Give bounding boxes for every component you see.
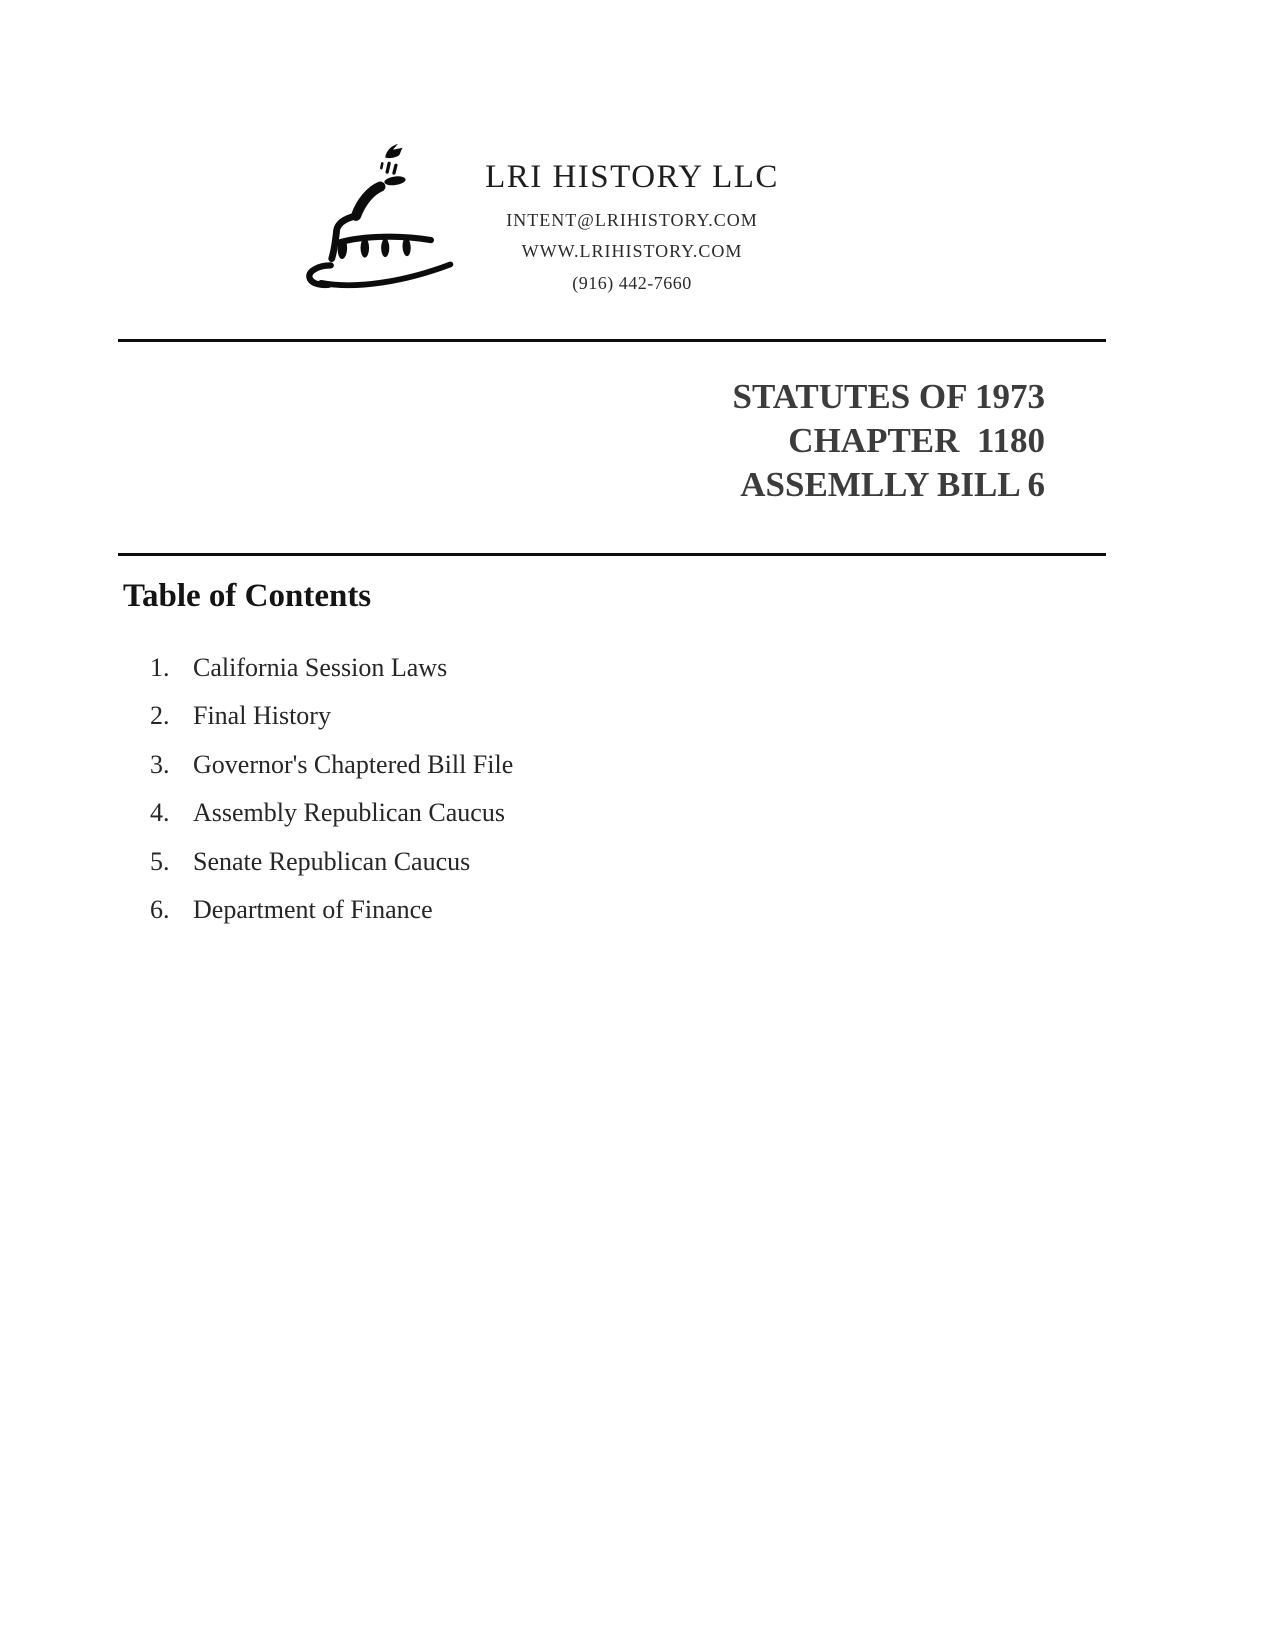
divider-top bbox=[118, 339, 1106, 342]
bill-line: ASSEMLLY BILL 6 bbox=[740, 465, 1045, 504]
toc-item-number: 3. bbox=[150, 749, 170, 779]
letterhead bbox=[332, 0, 932, 294]
statutes-line: STATUTES OF 1973 bbox=[732, 377, 1045, 416]
toc-item-number: 2. bbox=[150, 701, 170, 731]
toc-item bbox=[150, 846, 850, 894]
toc-item bbox=[150, 749, 850, 797]
company-phone: (916) 442-7660 bbox=[572, 273, 692, 293]
toc-item-number: 6. bbox=[150, 894, 170, 924]
toc-item bbox=[150, 797, 850, 845]
toc-item-label: Governor's Chaptered Bill File bbox=[193, 749, 514, 779]
toc-item-label: Final History bbox=[193, 701, 331, 731]
toc-item-number: 1. bbox=[150, 653, 170, 682]
toc-item-label: Assembly Republican Caucus bbox=[193, 798, 505, 828]
company-website: WWW.LRIHISTORY.COM bbox=[521, 241, 743, 261]
chapter-line: CHAPTER 1180 bbox=[788, 421, 1045, 460]
document-info bbox=[733, 375, 1045, 507]
toc-title: Table of Contents bbox=[123, 578, 372, 614]
company-name: LRI HISTORY LLC bbox=[485, 159, 779, 195]
toc-item-label: Department of Finance bbox=[193, 894, 433, 924]
toc-item bbox=[150, 894, 850, 942]
divider-bottom bbox=[118, 553, 1106, 556]
toc-item-number: 5. bbox=[150, 846, 170, 876]
company-email: INTENT@LRIHISTORY.COM bbox=[506, 210, 758, 230]
toc-item bbox=[150, 700, 850, 748]
toc-item bbox=[150, 652, 850, 700]
toc-item-label: Senate Republican Caucus bbox=[193, 846, 471, 876]
toc-item-label: California Session Laws bbox=[193, 653, 448, 682]
toc-list bbox=[150, 652, 850, 942]
toc-item-number: 4. bbox=[150, 798, 170, 828]
